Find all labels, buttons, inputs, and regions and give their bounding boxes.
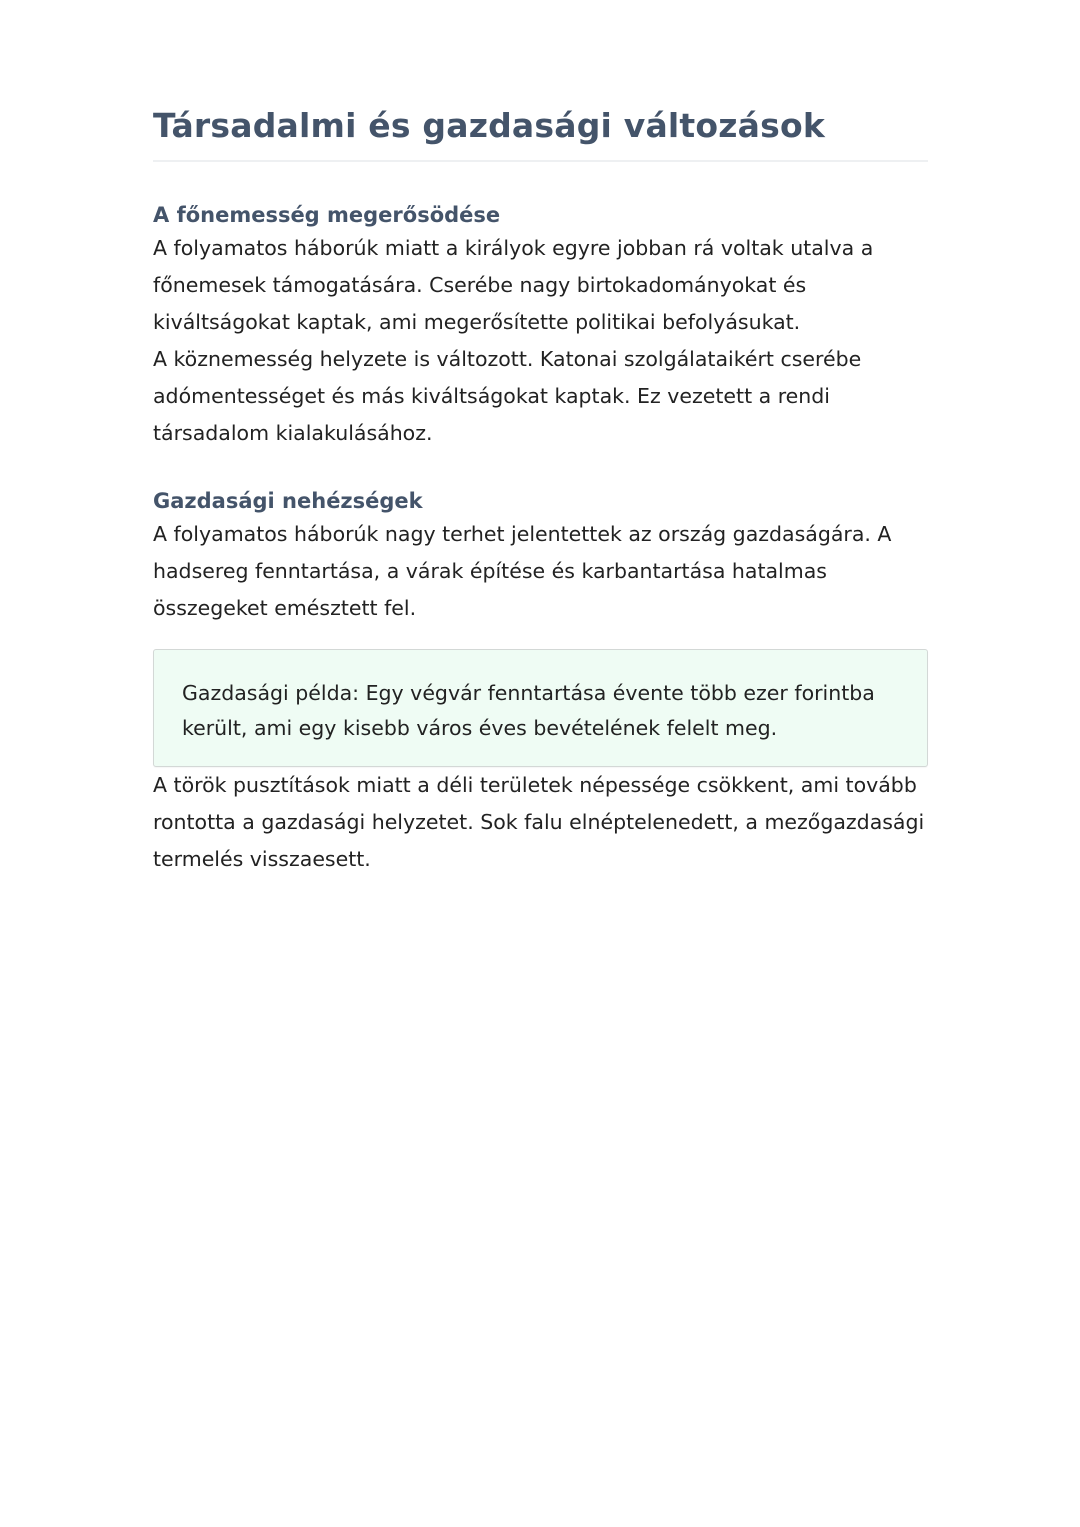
section-heading: A főnemesség megerősödése [153, 203, 501, 227]
example-callout-box [153, 649, 928, 767]
document-page [153, 0, 928, 878]
title-divider [153, 160, 928, 162]
page-title: Társadalmi és gazdasági változások [153, 106, 826, 145]
section-nobility [153, 200, 928, 452]
paragraph: A folyamatos háborúk miatt a királyok egyre jobban rá voltak utalva a főnemesek támogatására. Cserébe nagy birtokadományokat és kiváltságokat kaptak, ami megerősítette politikai befolyásukat. [153, 236, 874, 334]
paragraph: A folyamatos háborúk nagy terhet jelentettek az ország gazdaságára. A hadsereg fenntartása, a várak építése és karbantartása hatalmas összegeket emésztett fel. [153, 522, 892, 620]
section-heading: Gazdasági nehézségek [153, 489, 423, 513]
paragraph: A török pusztítások miatt a déli területek népessége csökkent, ami tovább rontotta a gazdasági helyzetet. Sok falu elnéptelenedett, a mezőgazdasági termelés visszaesett. [153, 773, 925, 871]
paragraph: A köznemesség helyzete is változott. Katonai szolgálataikért cserébe adómentességet és más kiváltságokat kaptak. Ez vezetett a rendi társadalom kialakulásához. [153, 347, 862, 445]
section-economy [153, 486, 928, 878]
callout-text: Gazdasági példa: Egy végvár fenntartása évente több ezer forintba került, ami egy kisebb város éves bevételének felelt meg. [182, 681, 875, 740]
